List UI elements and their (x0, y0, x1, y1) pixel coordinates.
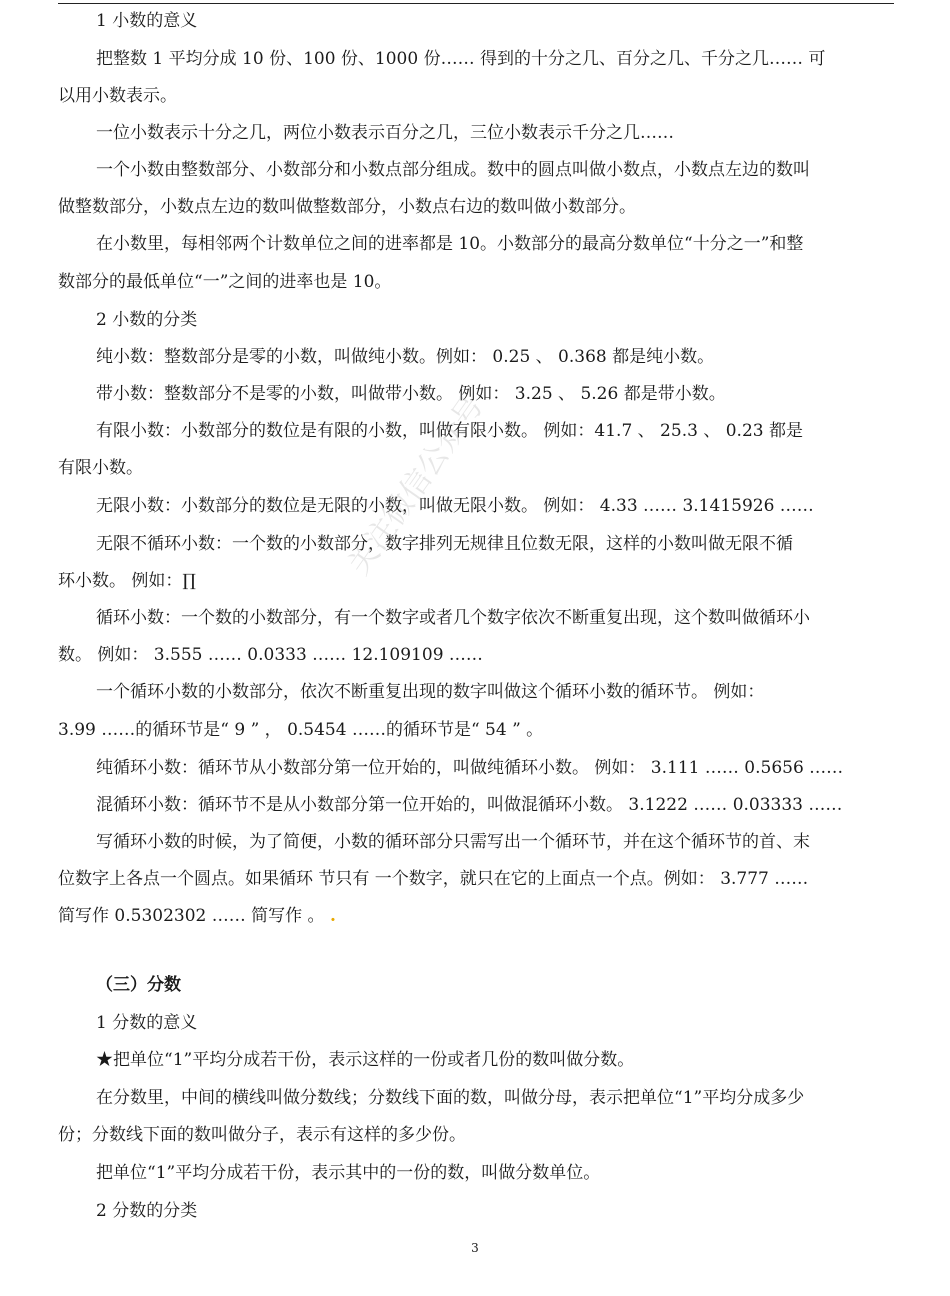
text-line: 带小数：整数部分不是零的小数，叫做带小数。 例如： 3.25 、 5.26 都是带小数。 (96, 384, 726, 404)
text-line: 无限小数：小数部分的数位是无限的小数，叫做无限小数。 例如： 4.33 …… 3.1415926 …… (96, 496, 814, 516)
heading-decimal-classification: 2 小数的分类 (96, 310, 198, 330)
heading-fraction-meaning: 1 分数的意义 (96, 1013, 198, 1033)
text-line: 循环小数：一个数的小数部分，有一个数字或者几个数字依次不断重复出现，这个数叫做循环小 (96, 608, 810, 628)
text-line: 把整数 1 平均分成 10 份、100 份、1000 份…… 得到的十分之几、百分之几、千分之几…… 可 (96, 49, 826, 69)
text-line: 数部分的最低单位“一”之间的进率也是 10。 (58, 272, 392, 292)
text-line: 纯循环小数：循环节从小数部分第一位开始的，叫做纯循环小数。 例如： 3.111 …… 0.5656 …… (96, 758, 844, 778)
text-line: 纯小数：整数部分是零的小数，叫做纯小数。例如： 0.25 、 0.368 都是纯小数。 (96, 347, 715, 367)
text-line: 有限小数：小数部分的数位是有限的小数，叫做有限小数。 例如：41.7 、 25.3 、 0.23 都是 (96, 421, 803, 441)
recurring-dot-mark: . (329, 906, 336, 926)
text-line: ★把单位“1”平均分成若干份，表示这样的一份或者几份的数叫做分数。 (96, 1050, 635, 1070)
text-line: 无限不循环小数：一个数的小数部分，数字排列无规律且位数无限，这样的小数叫做无限不循 (96, 534, 793, 554)
text-line: 一位小数表示十分之几，两位小数表示百分之几，三位小数表示千分之几…… (96, 123, 674, 143)
text-line: 简写作 0.5302302 …… 简写作 。 (58, 906, 325, 926)
watermark: 关注微信公众号 (341, 389, 491, 582)
text-line: 在小数里，每相邻两个计数单位之间的进率都是 10。小数部分的最高分数单位“十分之一”和整 (96, 234, 804, 254)
text-line: 以用小数表示。 (58, 86, 177, 106)
text-line: 数。 例如： 3.555 …… 0.0333 …… 12.109109 …… (58, 645, 483, 665)
heading-fraction-classification: 2 分数的分类 (96, 1201, 198, 1221)
text-line: 有限小数。 (58, 458, 143, 478)
text-line: 混循环小数：循环节不是从小数部分第一位开始的，叫做混循环小数。 3.1222 …… 0.03333 …… (96, 795, 843, 815)
text-line: 在分数里，中间的横线叫做分数线；分数线下面的数，叫做分母，表示把单位“1”平均分成多少 (96, 1088, 805, 1108)
section-heading-fractions: （三）分数 (96, 975, 181, 995)
heading-decimal-meaning: 1 小数的意义 (96, 11, 198, 31)
text-line: 位数字上各点一个圆点。如果循环 节只有 一个数字，就只在它的上面点一个点。例如： 3.777 …… (58, 869, 809, 889)
text-line: 一个循环小数的小数部分，依次不断重复出现的数字叫做这个循环小数的循环节。 例如： (96, 682, 765, 702)
text-line: 做整数部分，小数点左边的数叫做整数部分，小数点右边的数叫做小数部分。 (58, 197, 636, 217)
text-line: 把单位“1”平均分成若干份，表示其中的一份的数，叫做分数单位。 (96, 1163, 601, 1183)
text-line: 一个小数由整数部分、小数部分和小数点部分组成。数中的圆点叫做小数点，小数点左边的数叫 (96, 160, 810, 180)
text-line-with-dot (0, 901, 950, 931)
page-number: 3 (471, 1241, 479, 1255)
text-line: 份；分数线下面的数叫做分子，表示有这样的多少份。 (58, 1125, 466, 1145)
text-line: 环小数。 例如：∏ (58, 571, 196, 591)
text-line: 写循环小数的时候，为了简便，小数的循环部分只需写出一个循环节，并在这个循环节的首、末 (96, 832, 810, 852)
text-line: 3.99 ……的循环节是“ 9 ” ， 0.5454 ……的循环节是“ 54 ” 。 (58, 720, 544, 740)
